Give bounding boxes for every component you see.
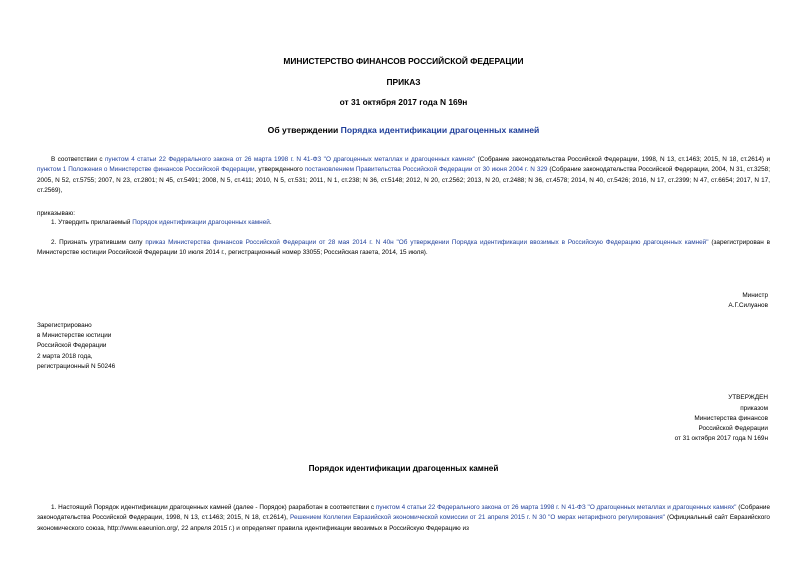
eec-decision-link[interactable]: Решением Коллегии Евразийской экономической комиссии от 21 апреля 2015 г. N 30 "О мерах нетарифного регулирования": [289, 514, 665, 522]
title-link[interactable]: Порядка идентификации драгоценных камней: [340, 125, 540, 135]
signature-position: Министр: [742, 292, 768, 299]
clause-1-text-3: (Официальный сайт Евразийского экономического союза, http://www.eaeunion.org/, 22 апреля 2015 г.) и определяет правила идентификации ввозимых в Российскую Федерацию из: [37, 514, 770, 532]
preamble-text-2: (Собрание законодательства Российской Федерации, 1998, N 13, ст.1463; 2015, N 18, ст.2614) и: [475, 156, 771, 163]
section-title: Порядок идентификации драгоценных камней: [308, 464, 499, 473]
approval-line-4: Российской Федерации: [698, 425, 768, 432]
item-2-rest: (зарегистрирован в Министерстве юстиции Российской Федерации 10 июля 2014 г., регистрационный номер 33055; Российская газета, 2014, 15 июля).: [37, 239, 770, 257]
approval-line-2: приказом: [740, 405, 768, 412]
federal-law-link[interactable]: пунктом 4 статьи 22 Федерального закона от 26 марта 1998 г. N 41-ФЗ "О драгоценных металлах и драгоценных камнях": [104, 156, 476, 163]
signature-name: А.Г.Силуанов: [728, 302, 768, 309]
clause-1: [37, 503, 770, 534]
doc-type-heading: ПРИКАЗ: [386, 77, 421, 87]
registration-line-3: Российской Федерации: [37, 342, 107, 349]
preamble-text-4: (Собрание законодательства Российской Федерации, 2004, N 31, ст.3258; 2005, N 52, ст.5755; 2007, N 23, ст.2801; N 45, ст.5491; 2008, N 5, ст.411; 2010, N 5, ст.531; 2011, N 1, ст.238; N 36, ст.5148; 2012, N 20, ст.2562; 2013, N 20, ст.2488; N 36, ст.4578; 2014, N 40, ст.5426; 2016, N 17, ст.2399; N 47, ст.6654; 2017, N 17, ст.2569),: [37, 166, 770, 195]
registration-line-2: в Министерстве юстиции: [37, 332, 112, 339]
government-decree-link[interactable]: постановлением Правительства Российской Федерации от 30 июня 2004 г. N 329: [304, 166, 548, 174]
repealed-order-link[interactable]: приказ Министерства финансов Российской Федерации от 28 мая 2014 г. N 40н "Об утверждении Порядка идентификации ввозимых в Российскую Федерацию драгоценных камней": [145, 239, 709, 246]
registration-line-5: регистрационный N 50246: [37, 363, 116, 370]
approval-line-3: Министерства финансов: [694, 415, 768, 422]
clause-1-text-2: (Собрание законодательства Российской Федерации, 1998, N 13, ст.1463; 2015, N 18, ст.2614),: [37, 504, 771, 522]
registration-line-1: Зарегистрировано: [37, 322, 92, 329]
item-1: [51, 218, 272, 228]
procedure-link[interactable]: Порядок идентификации драгоценных камней: [132, 219, 270, 226]
registration-line-4: 2 марта 2018 года,: [37, 353, 93, 360]
ministry-heading: МИНИСТЕРСТВО ФИНАНСОВ РОССИЙСКОЙ ФЕДЕРАЦИИ: [283, 56, 524, 66]
item-1-end: .: [269, 219, 272, 226]
clause-federal-law-link[interactable]: пунктом 4 статьи 22 Федерального закона от 26 марта 1998 г. N 41-ФЗ "О драгоценных металлах и драгоценных камнях": [375, 504, 737, 511]
approval-line-1: УТВЕРЖДЕН: [728, 394, 768, 401]
date-number-heading: от 31 октября 2017 года N 169н: [339, 97, 468, 107]
item-2: [37, 238, 770, 259]
title-prefix: Об утверждении: [267, 125, 341, 135]
approval-line-5: от 31 октября 2017 года N 169н: [674, 435, 768, 442]
clause-1-text-1: 1. Настоящий Порядок идентификации драгоценных камней (далее - Порядок) разработан в соответствии с: [51, 504, 376, 511]
preamble-text-1: В соответствии с: [51, 156, 105, 163]
document-title: [0, 125, 807, 135]
item-1-text: 1. Утвердить прилагаемый: [51, 219, 133, 226]
preamble-paragraph: [37, 155, 770, 197]
item-2-text: 2. Признать утратившим силу: [51, 239, 146, 246]
order-word: приказываю:: [37, 210, 75, 217]
regulation-link[interactable]: пунктом 1 Положения о Министерстве финансов Российской Федерации: [37, 166, 255, 174]
preamble-text-3: , утвержденного: [254, 166, 305, 174]
